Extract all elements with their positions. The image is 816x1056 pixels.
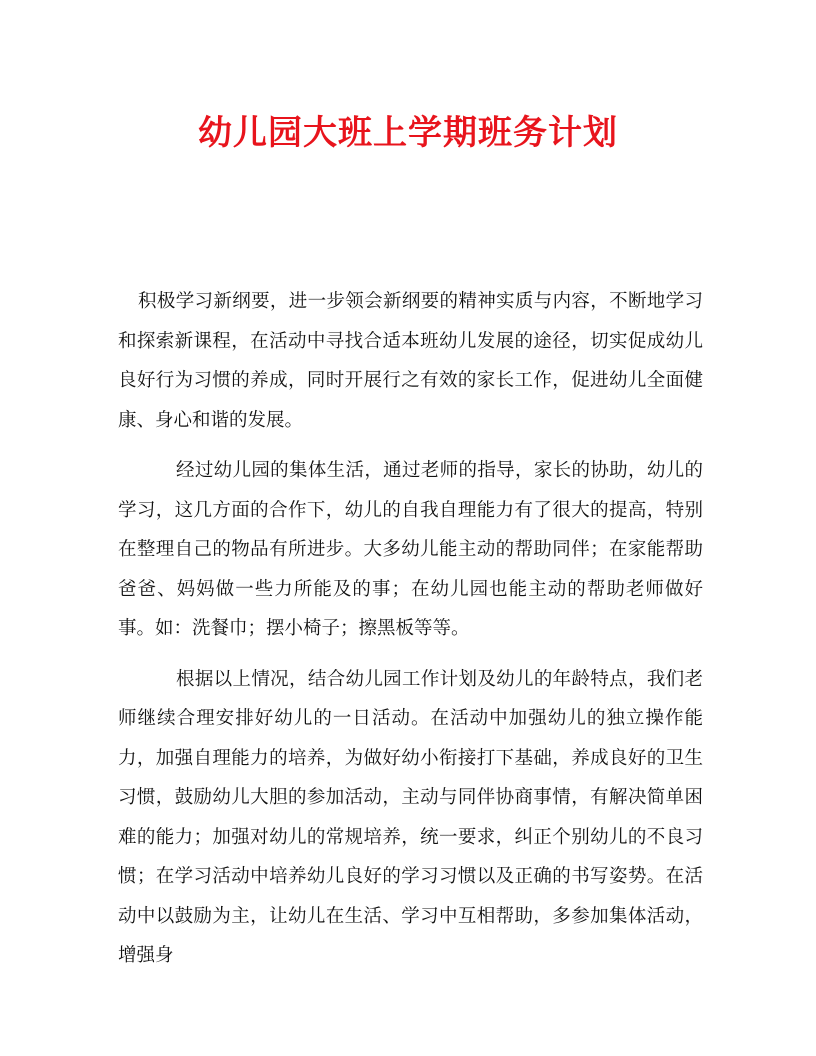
paragraph-situation: 经过幼儿园的集体生活，通过老师的指导，家长的协助，幼儿的学习，这几方面的合作下，幼儿的自我自理能力有了很大的提高，特别在整理自己的物品有所进步。大多幼儿能主动的帮助同伴；在家能帮助爸爸、妈妈做一些力所能及的事；在幼儿园也能主动的帮助老师做好事。如：洗餐巾；摆小椅子；擦黑板等等。: [118, 460, 703, 639]
document-body: [118, 282, 703, 976]
paragraph-plan: 根据以上情况，结合幼儿园工作计划及幼儿的年龄特点，我们老师继续合理安排好幼儿的一日活动。在活动中加强幼儿的独立操作能力，加强自理能力的培养，为做好幼小衔接打下基础，养成良好的卫生习惯，鼓励幼儿大胆的参加活动，主动与同伴协商事情，有解决简单困难的能力；加强对幼儿的常规培养，统一要求，纠正个别幼儿的不良习惯；在学习活动中培养幼儿良好的学习习惯以及正确的书写姿势。在活动中以鼓励为主，让幼儿在生活、学习中互相帮助，多参加集体活动，增强身: [118, 668, 703, 966]
paragraph-goals: 积极学习新纲要，进一步领会新纲要的精神实质与内容，不断地学习和探索新课程，在活动中寻找合适本班幼儿发展的途径，切实促成幼儿良好行为习惯的养成，同时开展行之有效的家长工作，促进幼儿全面健康、身心和谐的发展。: [118, 291, 703, 431]
document-title: 幼儿园大班上学期班务计划: [198, 113, 618, 153]
